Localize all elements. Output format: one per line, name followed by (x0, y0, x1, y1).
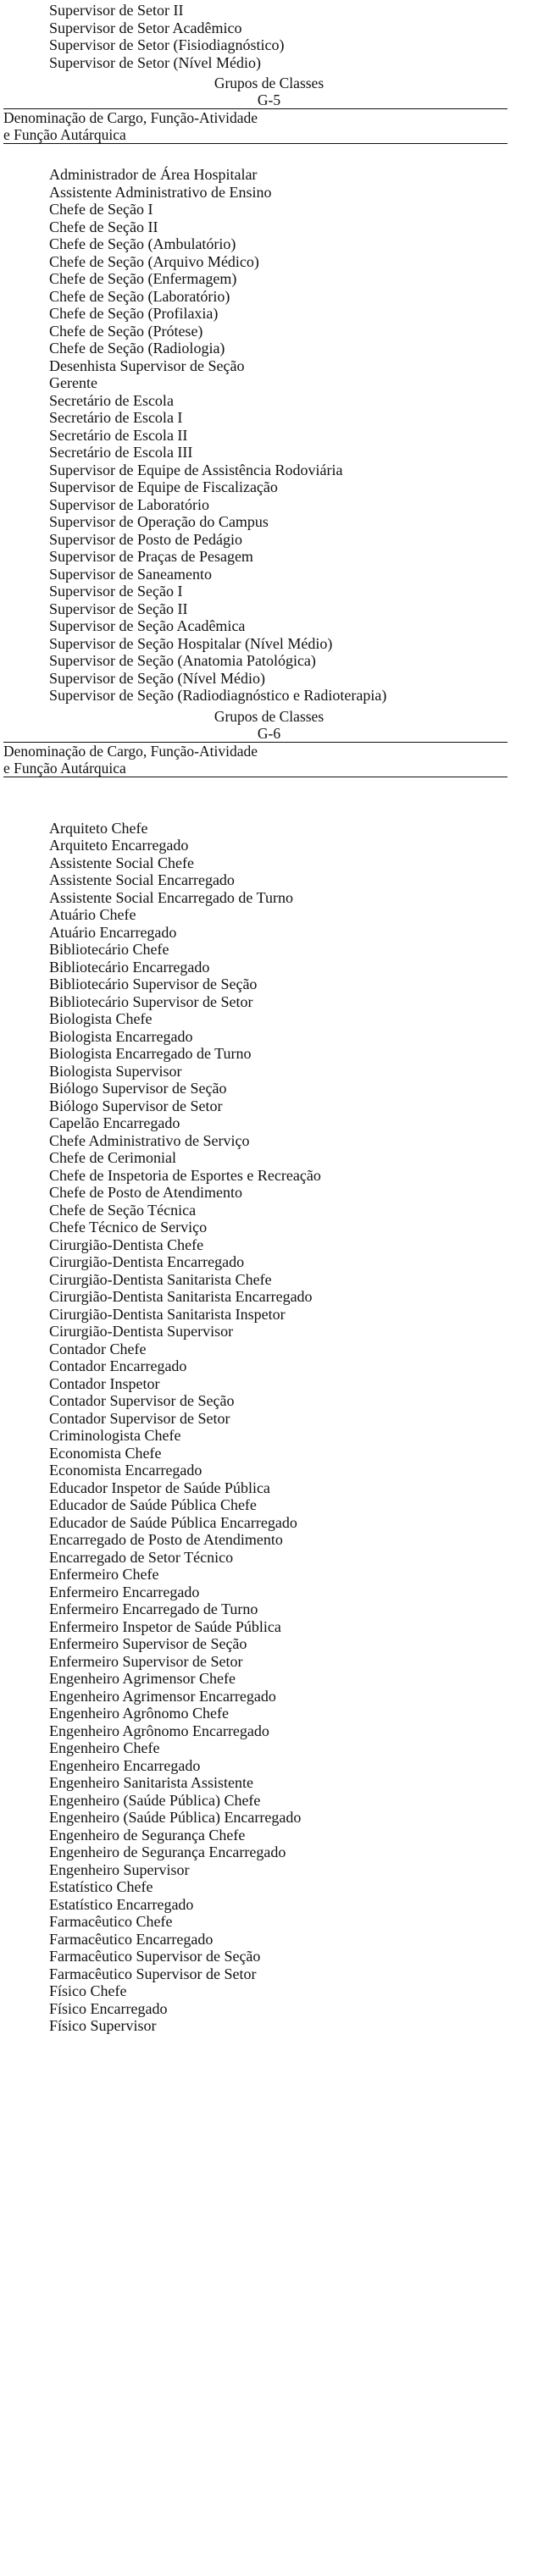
list-item: Bibliotecário Chefe (49, 941, 169, 958)
list-item: Supervisor de Saneamento (49, 565, 212, 583)
list-item: Bibliotecário Encarregado (49, 958, 210, 976)
list-item: Supervisor de Setor Acadêmico (49, 19, 242, 36)
list-item: Enfermeiro Encarregado de Turno (49, 1600, 258, 1617)
list-item: Físico Chefe (49, 1982, 127, 1999)
list-item: Cirurgião-Dentista Sanitarista Inspetor (49, 1305, 286, 1323)
list-item: Físico Encarregado (49, 1999, 168, 2017)
list-item: Cirurgião-Dentista Sanitarista Encarregado (49, 1288, 313, 1305)
list-item: Supervisor de Seção (Radiodiagnóstico e Radioterapia) (49, 687, 387, 704)
list-item: Chefe de Seção (Laboratório) (49, 287, 230, 305)
list-item: Bibliotecário Supervisor de Setor (49, 992, 253, 1010)
list-item: Estatístico Chefe (49, 1878, 153, 1895)
list-item: Enfermeiro Inspetor de Saúde Pública (49, 1617, 281, 1635)
list-item: Engenheiro Agrimensor Chefe (49, 1670, 236, 1687)
list-item: Atuário Encarregado (49, 923, 177, 941)
list-item: Supervisor de Praças de Pesagem (49, 548, 253, 565)
list-item: Engenheiro Agrônomo Chefe (49, 1705, 229, 1722)
list-item: Chefe de Seção Técnica (49, 1201, 197, 1219)
list-item: Chefe de Seção (Profilaxia) (49, 305, 219, 322)
list-item: Engenheiro Supervisor (49, 1860, 190, 1878)
list-item: Supervisor de Seção I (49, 583, 183, 600)
list-item: Bibliotecário Supervisor de Seção (49, 976, 258, 992)
column-header-g6 (0, 743, 538, 777)
column-header-line2: e Função Autárquica (3, 126, 126, 143)
list-item: Contador Supervisor de Seção (49, 1392, 235, 1409)
list-item: Farmacêutico Chefe (49, 1913, 173, 1930)
list-item: Chefe de Seção (Ambulatório) (49, 235, 236, 252)
group-code-g6: G-6 (257, 724, 281, 742)
list-item: Engenheiro Agrônomo Encarregado (49, 1722, 269, 1739)
list-item: Educador Inspetor de Saúde Pública (49, 1479, 270, 1496)
list-item: Atuário Chefe (49, 906, 136, 923)
list-item: Secretário de Escola I (49, 409, 183, 426)
list-item: Secretário de Escola III (49, 444, 193, 461)
list-item: Engenheiro (Saúde Pública) Chefe (49, 1791, 261, 1809)
column-header-line2: e Função Autárquica (3, 759, 126, 777)
list-item: Supervisor de Seção Acadêmica (49, 617, 246, 634)
list-item: Estatístico Encarregado (49, 1895, 194, 1913)
list-item: Biologista Encarregado (49, 1027, 193, 1045)
list-item: Supervisor de Seção II (49, 600, 188, 617)
list-item: Chefe de Posto de Atendimento (49, 1184, 242, 1201)
list-item: Farmacêutico Supervisor de Seção (49, 1948, 261, 1965)
list-item: Físico Supervisor (49, 2017, 157, 2034)
list-item: Supervisor de Setor II (49, 2, 184, 19)
list-item: Supervisor de Equipe de Assistência Rodoviária (49, 461, 343, 478)
list-item: Economista Chefe (49, 1444, 162, 1462)
list-item: Arquiteto Encarregado (49, 837, 189, 854)
list-item: Chefe de Inspetoria de Esportes e Recreação (49, 1166, 321, 1184)
list-item: Assistente Social Chefe (49, 854, 194, 871)
list-item: Chefe Administrativo de Serviço (49, 1131, 250, 1149)
list-item: Chefe Técnico de Serviço (49, 1219, 208, 1235)
list-item: Enfermeiro Chefe (49, 1566, 159, 1583)
list-item: Engenheiro Agrimensor Encarregado (49, 1687, 276, 1705)
list-item: Secretário de Escola (49, 391, 174, 409)
list-item: Chefe de Seção (Radiologia) (49, 340, 225, 357)
list-item: Enfermeiro Supervisor de Setor (49, 1652, 243, 1670)
list-item: Biologista Encarregado de Turno (49, 1045, 252, 1062)
column-header-line1: Denominação de Cargo, Função-Atividade (3, 742, 258, 760)
list-item: Assistente Social Encarregado (49, 871, 235, 888)
list-item: Biologista Chefe (49, 1010, 153, 1027)
list-item: Engenheiro de Segurança Encarregado (49, 1844, 286, 1860)
list-item: Supervisor de Equipe de Fiscalização (49, 478, 278, 495)
list-item: Administrador de Área Hospitalar (49, 166, 258, 183)
list-item: Enfermeiro Supervisor de Seção (49, 1635, 247, 1652)
list-item: Capelão Encarregado (49, 1114, 180, 1131)
top-list (0, 0, 538, 71)
list-item: Engenheiro Chefe (49, 1739, 160, 1756)
list-item: Chefe de Seção II (49, 218, 158, 235)
list-item: Supervisor de Seção (Nível Médio) (49, 669, 265, 687)
list-item: Criminologista Chefe (49, 1427, 181, 1444)
group-heading-g6: Grupos de Classes (214, 707, 324, 725)
list-item: Economista Encarregado (49, 1462, 202, 1479)
column-header-line1: Denominação de Cargo, Função-Atividade (3, 109, 258, 126)
column-header-g5 (0, 109, 538, 143)
list-item: Supervisor de Setor (Fisiodiagnóstico) (49, 36, 285, 53)
list-item: Chefe de Seção (Arquivo Médico) (49, 252, 259, 270)
list-item: Chefe de Seção (Enfermagem) (49, 270, 237, 287)
list-item: Chefe de Seção (Prótese) (49, 322, 203, 340)
list-item: Supervisor de Seção Hospitalar (Nível Médio) (49, 634, 333, 652)
list-item: Contador Chefe (49, 1340, 147, 1357)
g6-list (0, 820, 538, 2035)
list-item: Farmacêutico Supervisor de Setor (49, 1965, 257, 1982)
list-item: Supervisor de Laboratório (49, 495, 209, 513)
group-code-g5: G-5 (257, 91, 281, 108)
list-item: Engenheiro Sanitarista Assistente (49, 1774, 253, 1791)
list-item: Encarregado de Setor Técnico (49, 1548, 234, 1566)
list-item: Biólogo Supervisor de Setor (49, 1097, 223, 1114)
list-item: Assistente Social Encarregado de Turno (49, 888, 293, 906)
list-item: Contador Encarregado (49, 1357, 187, 1374)
list-item: Engenheiro de Segurança Chefe (49, 1826, 246, 1844)
list-item: Arquiteto Chefe (49, 819, 148, 837)
g5-list (0, 166, 538, 705)
list-item: Chefe de Seção I (49, 201, 153, 218)
list-item: Contador Supervisor de Setor (49, 1409, 230, 1427)
list-item: Supervisor de Setor (Nível Médio) (49, 53, 261, 71)
list-item: Cirurgião-Dentista Sanitarista Chefe (49, 1270, 272, 1288)
list-item: Engenheiro (Saúde Pública) Encarregado (49, 1809, 302, 1826)
list-item: Educador de Saúde Pública Encarregado (49, 1513, 297, 1531)
list-item: Supervisor de Seção (Anatomia Patológica) (49, 652, 316, 669)
list-item: Assistente Administrativo de Ensino (49, 183, 272, 201)
group-heading-g5: Grupos de Classes (214, 75, 324, 91)
list-item: Biologista Supervisor (49, 1062, 182, 1080)
list-item: Supervisor de Posto de Pedágio (49, 530, 242, 548)
list-item: Cirurgião-Dentista Encarregado (49, 1253, 245, 1270)
list-item: Desenhista Supervisor de Seção (49, 357, 245, 374)
list-item: Educador de Saúde Pública Chefe (49, 1496, 257, 1513)
list-item: Gerente (49, 374, 97, 391)
list-item: Encarregado de Posto de Atendimento (49, 1531, 283, 1548)
list-item: Contador Inspetor (49, 1374, 160, 1392)
list-item: Secretário de Escola II (49, 426, 188, 444)
list-item: Cirurgião-Dentista Chefe (49, 1235, 204, 1253)
list-item: Chefe de Cerimonial (49, 1149, 176, 1166)
list-item: Enfermeiro Encarregado (49, 1583, 200, 1600)
list-item: Cirurgião-Dentista Supervisor (49, 1323, 234, 1340)
list-item: Farmacêutico Encarregado (49, 1930, 214, 1948)
list-item: Engenheiro Encarregado (49, 1756, 201, 1774)
list-item: Biólogo Supervisor de Seção (49, 1080, 227, 1097)
list-item: Supervisor de Operação do Campus (49, 513, 269, 530)
